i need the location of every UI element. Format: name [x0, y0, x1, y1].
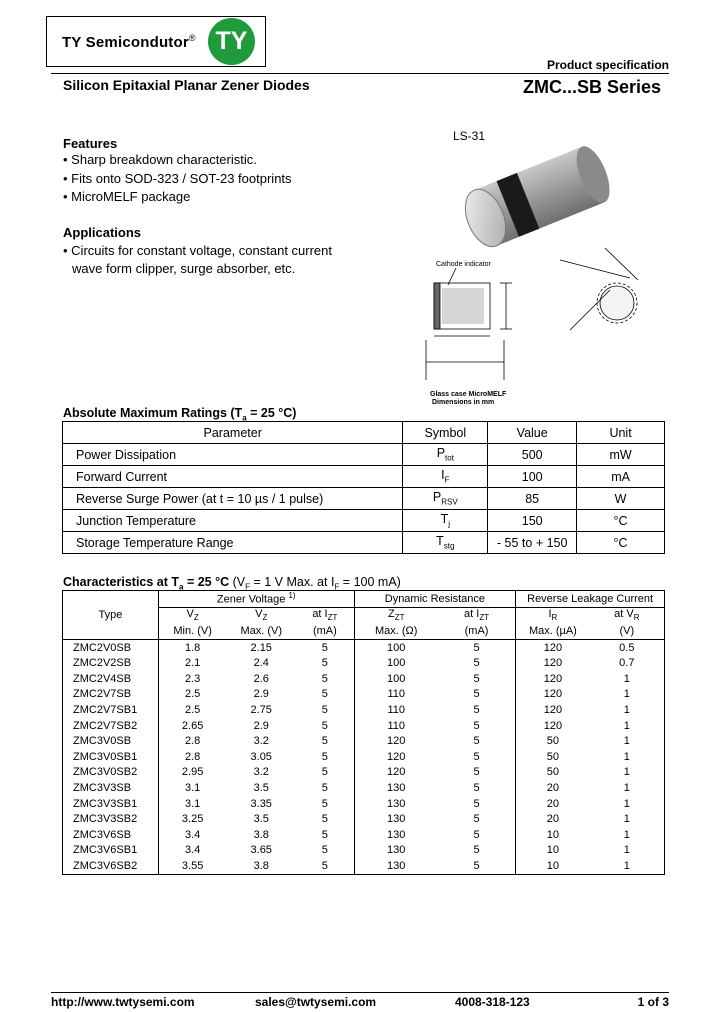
value-cell: 5: [296, 858, 354, 874]
value-cell: 3.8: [253, 828, 269, 841]
value-cell: 1: [623, 828, 630, 841]
value-cell: 2.65: [181, 719, 204, 732]
table-row: [63, 843, 665, 859]
unit-label: Max. (Ω): [374, 624, 418, 637]
cathode-label: Cathode indicator: [436, 261, 491, 268]
package-label: LS-31: [453, 129, 486, 143]
value-cell: 5: [438, 671, 516, 687]
value-cell: 5: [296, 827, 354, 843]
param-cell: Reverse Surge Power (at t = 10 µs / 1 pulse): [63, 488, 403, 510]
value-cell: 2.5: [184, 688, 201, 701]
value-cell: 2.95: [181, 766, 204, 779]
value-cell: 20: [546, 813, 560, 826]
table-row: [63, 702, 665, 718]
param-cell: Junction Temperature: [63, 510, 403, 532]
package-figure: [420, 140, 680, 410]
value-cell: 1: [623, 688, 630, 701]
table-row: [63, 510, 665, 532]
feature-item: • MicroMELF package: [63, 189, 191, 204]
value-cell: 5: [438, 687, 516, 703]
symbol-cell: $T_{stg}$: [403, 532, 488, 554]
characteristics-table: [62, 590, 665, 875]
value-cell: 500: [488, 444, 577, 466]
izt-symbol: at $I_{ZT}$: [296, 607, 354, 623]
characteristics-heading: Characteristics at $T_a = 25$ °C ($V_F = 1$ V Max. at $I_F = 100$ mA): [63, 575, 401, 592]
header-rule: [51, 73, 669, 74]
group-header-row: [63, 591, 665, 608]
value-cell: 5: [296, 687, 354, 703]
value-cell: 2.75: [250, 703, 272, 716]
table-row: [63, 444, 665, 466]
value-cell: 3.05: [250, 750, 272, 763]
type-cell: ZMC3V0SB2: [63, 765, 159, 781]
value-cell: 20: [546, 781, 560, 794]
type-cell: ZMC2V4SB: [63, 671, 159, 687]
value-cell: 3.1: [184, 781, 201, 794]
footer-phone: 4008-318-123: [455, 995, 530, 1009]
value-cell: 5: [296, 765, 354, 781]
table-header: Parameter: [63, 422, 403, 444]
value-cell: 3.4: [184, 844, 201, 857]
value-cell: 110: [387, 719, 405, 732]
footer-rule: [51, 992, 669, 993]
table-row: [63, 827, 665, 843]
footer-email[interactable]: sales@twtysemi.com: [255, 995, 377, 1009]
izt-symbol: at $I_{ZT}$: [438, 607, 516, 623]
value-cell: 2.5: [184, 703, 201, 716]
value-cell: 5: [438, 639, 516, 655]
side-view-drawing: [426, 268, 512, 380]
value-cell: 5: [296, 671, 354, 687]
value-cell: 150: [488, 510, 577, 532]
value-cell: 120: [543, 657, 563, 670]
figure-caption: Glass case MicroMELF: [430, 391, 507, 398]
table-row: [63, 749, 665, 765]
cathode-marker: [434, 283, 440, 329]
features-heading: Features: [63, 136, 118, 151]
value-cell: 5: [438, 780, 516, 796]
value-cell: 1: [623, 719, 630, 732]
value-cell: 3.65: [250, 844, 272, 857]
table-row: [63, 858, 665, 874]
unit-cell: mW: [577, 444, 665, 466]
unit-label: (V): [619, 624, 635, 637]
value-cell: 3.5: [253, 813, 269, 826]
value-cell: 5: [438, 796, 516, 812]
type-header: Type: [63, 591, 159, 640]
table-row: [63, 718, 665, 734]
value-cell: 1: [623, 781, 630, 794]
unit-cell: °C: [577, 532, 665, 554]
vz-symbol: $V_Z$: [255, 608, 268, 623]
value-cell: 0.7: [619, 657, 635, 670]
value-cell: 2.9: [253, 688, 269, 701]
value-cell: 120: [387, 750, 406, 763]
value-cell: 130: [387, 828, 406, 841]
value-cell: 130: [387, 844, 406, 857]
type-cell: ZMC3V6SB1: [63, 843, 159, 859]
company-logo: TY: [208, 18, 255, 65]
value-cell: 120: [387, 735, 406, 748]
value-cell: 5: [438, 827, 516, 843]
value-cell: 0.5: [619, 641, 635, 654]
value-cell: 1: [623, 672, 630, 685]
value-cell: 3.5: [253, 781, 269, 794]
table-row: [63, 466, 665, 488]
feature-item: • Sharp breakdown characteristic.: [63, 152, 257, 167]
value-cell: 3.25: [181, 813, 204, 826]
param-cell: Storage Temperature Range: [63, 532, 403, 554]
type-cell: ZMC3V3SB: [63, 780, 159, 796]
table-row: [63, 780, 665, 796]
ir-symbol: $I_R$: [548, 608, 558, 623]
dynamic-resistance-header: Dynamic Resistance: [354, 591, 516, 608]
table-row: [63, 687, 665, 703]
abs-max-heading: Absolute Maximum Ratings ($T_a = 25$ °C): [63, 406, 297, 423]
value-cell: 85: [488, 488, 577, 510]
value-cell: 5: [438, 655, 516, 671]
value-cell: 1.8: [184, 641, 201, 654]
value-cell: 2.15: [250, 641, 272, 654]
table-row: [63, 639, 665, 655]
features-list: [63, 151, 292, 207]
value-cell: 5: [438, 858, 516, 874]
value-cell: 3.2: [253, 766, 269, 779]
vz-symbol: $V_Z$: [186, 608, 199, 623]
value-cell: 2.3: [184, 672, 201, 685]
type-cell: ZMC2V7SB2: [63, 718, 159, 734]
value-cell: 3.8: [253, 859, 269, 872]
param-cell: Forward Current: [63, 466, 403, 488]
table-row: [63, 765, 665, 781]
symbol-cell: $P_{RSV}$: [403, 488, 488, 510]
value-cell: 3.55: [181, 859, 204, 872]
type-cell: ZMC2V7SB: [63, 687, 159, 703]
table-row: [63, 796, 665, 812]
unit-label: (mA): [296, 623, 354, 639]
value-cell: 3.1: [184, 797, 201, 810]
value-cell: 100: [387, 657, 406, 670]
type-cell: ZMC3V0SB1: [63, 749, 159, 765]
value-cell: 1: [623, 750, 630, 763]
type-cell: ZMC2V2SB: [63, 655, 159, 671]
symbol-cell: $I_F$: [403, 466, 488, 488]
value-cell: 1: [623, 797, 630, 810]
value-cell: 10: [546, 859, 560, 872]
value-cell: 5: [438, 765, 516, 781]
param-cell: Power Dissipation: [63, 444, 403, 466]
value-cell: 3.2: [253, 735, 269, 748]
value-cell: 130: [387, 859, 406, 872]
unit-label: (mA): [438, 623, 516, 639]
product-specification: Product specification: [546, 58, 669, 72]
value-cell: 5: [296, 655, 354, 671]
table-row: [63, 733, 665, 749]
value-cell: - 55 to + 150: [488, 532, 577, 554]
unit-cell: mA: [577, 466, 665, 488]
series-name: ZMC...SB Series: [522, 77, 661, 97]
value-cell: 10: [546, 828, 560, 841]
value-cell: 120: [543, 703, 563, 716]
table-header: Value: [488, 422, 577, 444]
page-number: 1 of 3: [637, 995, 669, 1009]
value-cell: 130: [387, 781, 406, 794]
value-cell: 100: [488, 466, 577, 488]
value-cell: 5: [296, 843, 354, 859]
leakage-current-header: Reverse Leakage Current: [516, 591, 665, 608]
value-cell: 50: [546, 766, 560, 779]
value-cell: 1: [623, 766, 630, 779]
value-cell: 120: [543, 672, 563, 685]
value-cell: 5: [296, 718, 354, 734]
value-cell: 50: [546, 750, 560, 763]
applications-heading: Applications: [63, 225, 142, 240]
value-cell: 1: [623, 703, 630, 716]
value-cell: 5: [438, 718, 516, 734]
figure-caption: Dimensions in mm: [432, 399, 495, 406]
value-cell: 5: [438, 749, 516, 765]
value-cell: 120: [543, 688, 563, 701]
value-cell: 120: [387, 766, 406, 779]
type-cell: ZMC2V0SB: [63, 639, 159, 655]
application-line: • Circuits for constant voltage, constant current: [63, 243, 333, 258]
value-cell: 2.4: [253, 657, 269, 670]
value-cell: 130: [387, 797, 406, 810]
type-cell: ZMC3V6SB: [63, 827, 159, 843]
unit-label: Max. (µA): [528, 624, 577, 637]
type-cell: ZMC3V3SB2: [63, 811, 159, 827]
type-cell: ZMC3V0SB: [63, 733, 159, 749]
value-cell: 100: [387, 641, 406, 654]
value-cell: 5: [296, 733, 354, 749]
feature-item: • Fits onto SOD-323 / SOT-23 footprints: [63, 170, 292, 186]
unit-cell: °C: [577, 510, 665, 532]
type-cell: ZMC2V7SB1: [63, 702, 159, 718]
document-title: Silicon Epitaxial Planar Zener Diodes: [63, 77, 310, 93]
value-cell: 5: [296, 749, 354, 765]
end-view-drawing: [560, 248, 638, 330]
value-cell: 10: [546, 844, 560, 857]
value-cell: 5: [438, 733, 516, 749]
application-line: wave form clipper, surge absorber, etc.: [72, 261, 296, 276]
abs-max-table: [62, 421, 665, 554]
value-cell: 5: [296, 796, 354, 812]
value-cell: 2.9: [253, 719, 269, 732]
value-cell: 130: [387, 813, 406, 826]
table-row: [63, 811, 665, 827]
value-cell: 5: [438, 811, 516, 827]
value-cell: 3.4: [184, 828, 201, 841]
value-cell: 1: [623, 735, 630, 748]
value-cell: 2.1: [184, 657, 201, 670]
type-cell: ZMC3V3SB1: [63, 796, 159, 812]
value-cell: 20: [546, 797, 560, 810]
value-cell: 110: [387, 688, 405, 701]
value-cell: 120: [543, 641, 563, 654]
unit-cell: W: [577, 488, 665, 510]
table-row: [63, 671, 665, 687]
unit-label: Min. (V): [173, 624, 212, 637]
value-cell: 120: [543, 719, 563, 732]
value-cell: 1: [623, 844, 630, 857]
value-cell: 100: [387, 672, 406, 685]
value-cell: 5: [438, 702, 516, 718]
value-cell: 5: [296, 639, 354, 655]
footer-url[interactable]: http://www.twtysemi.com: [51, 995, 195, 1009]
table-row: [63, 655, 665, 671]
value-cell: 5: [296, 780, 354, 796]
table-row: [63, 488, 665, 510]
unit-label: Max. (V): [240, 624, 282, 637]
table-header: Unit: [577, 422, 665, 444]
value-cell: 2.8: [184, 750, 201, 763]
company-name: TY Semicondutor®: [62, 33, 196, 51]
value-cell: 5: [438, 843, 516, 859]
value-cell: 5: [296, 702, 354, 718]
value-cell: 110: [387, 703, 405, 716]
value-cell: 50: [546, 735, 560, 748]
type-cell: ZMC3V6SB2: [63, 858, 159, 874]
table-header: Symbol: [403, 422, 488, 444]
symbol-cell: $P_{tot}$: [403, 444, 488, 466]
value-cell: 1: [623, 859, 630, 872]
value-cell: 5: [296, 811, 354, 827]
vr-symbol: at $V_R$: [614, 608, 640, 623]
value-cell: 1: [623, 813, 630, 826]
value-cell: 3.35: [250, 797, 272, 810]
zzt-symbol: $Z_{ZT}$: [387, 608, 405, 623]
diode-3d-image: [458, 142, 617, 253]
symbol-cell: $T_j$: [403, 510, 488, 532]
table-row: [63, 532, 665, 554]
registered-mark: ®: [188, 33, 196, 43]
value-cell: 2.6: [253, 672, 269, 685]
value-cell: 2.8: [184, 735, 201, 748]
zener-voltage-header: Zener Voltage $^{1)}$: [158, 591, 354, 608]
table-header-row: [63, 422, 665, 444]
